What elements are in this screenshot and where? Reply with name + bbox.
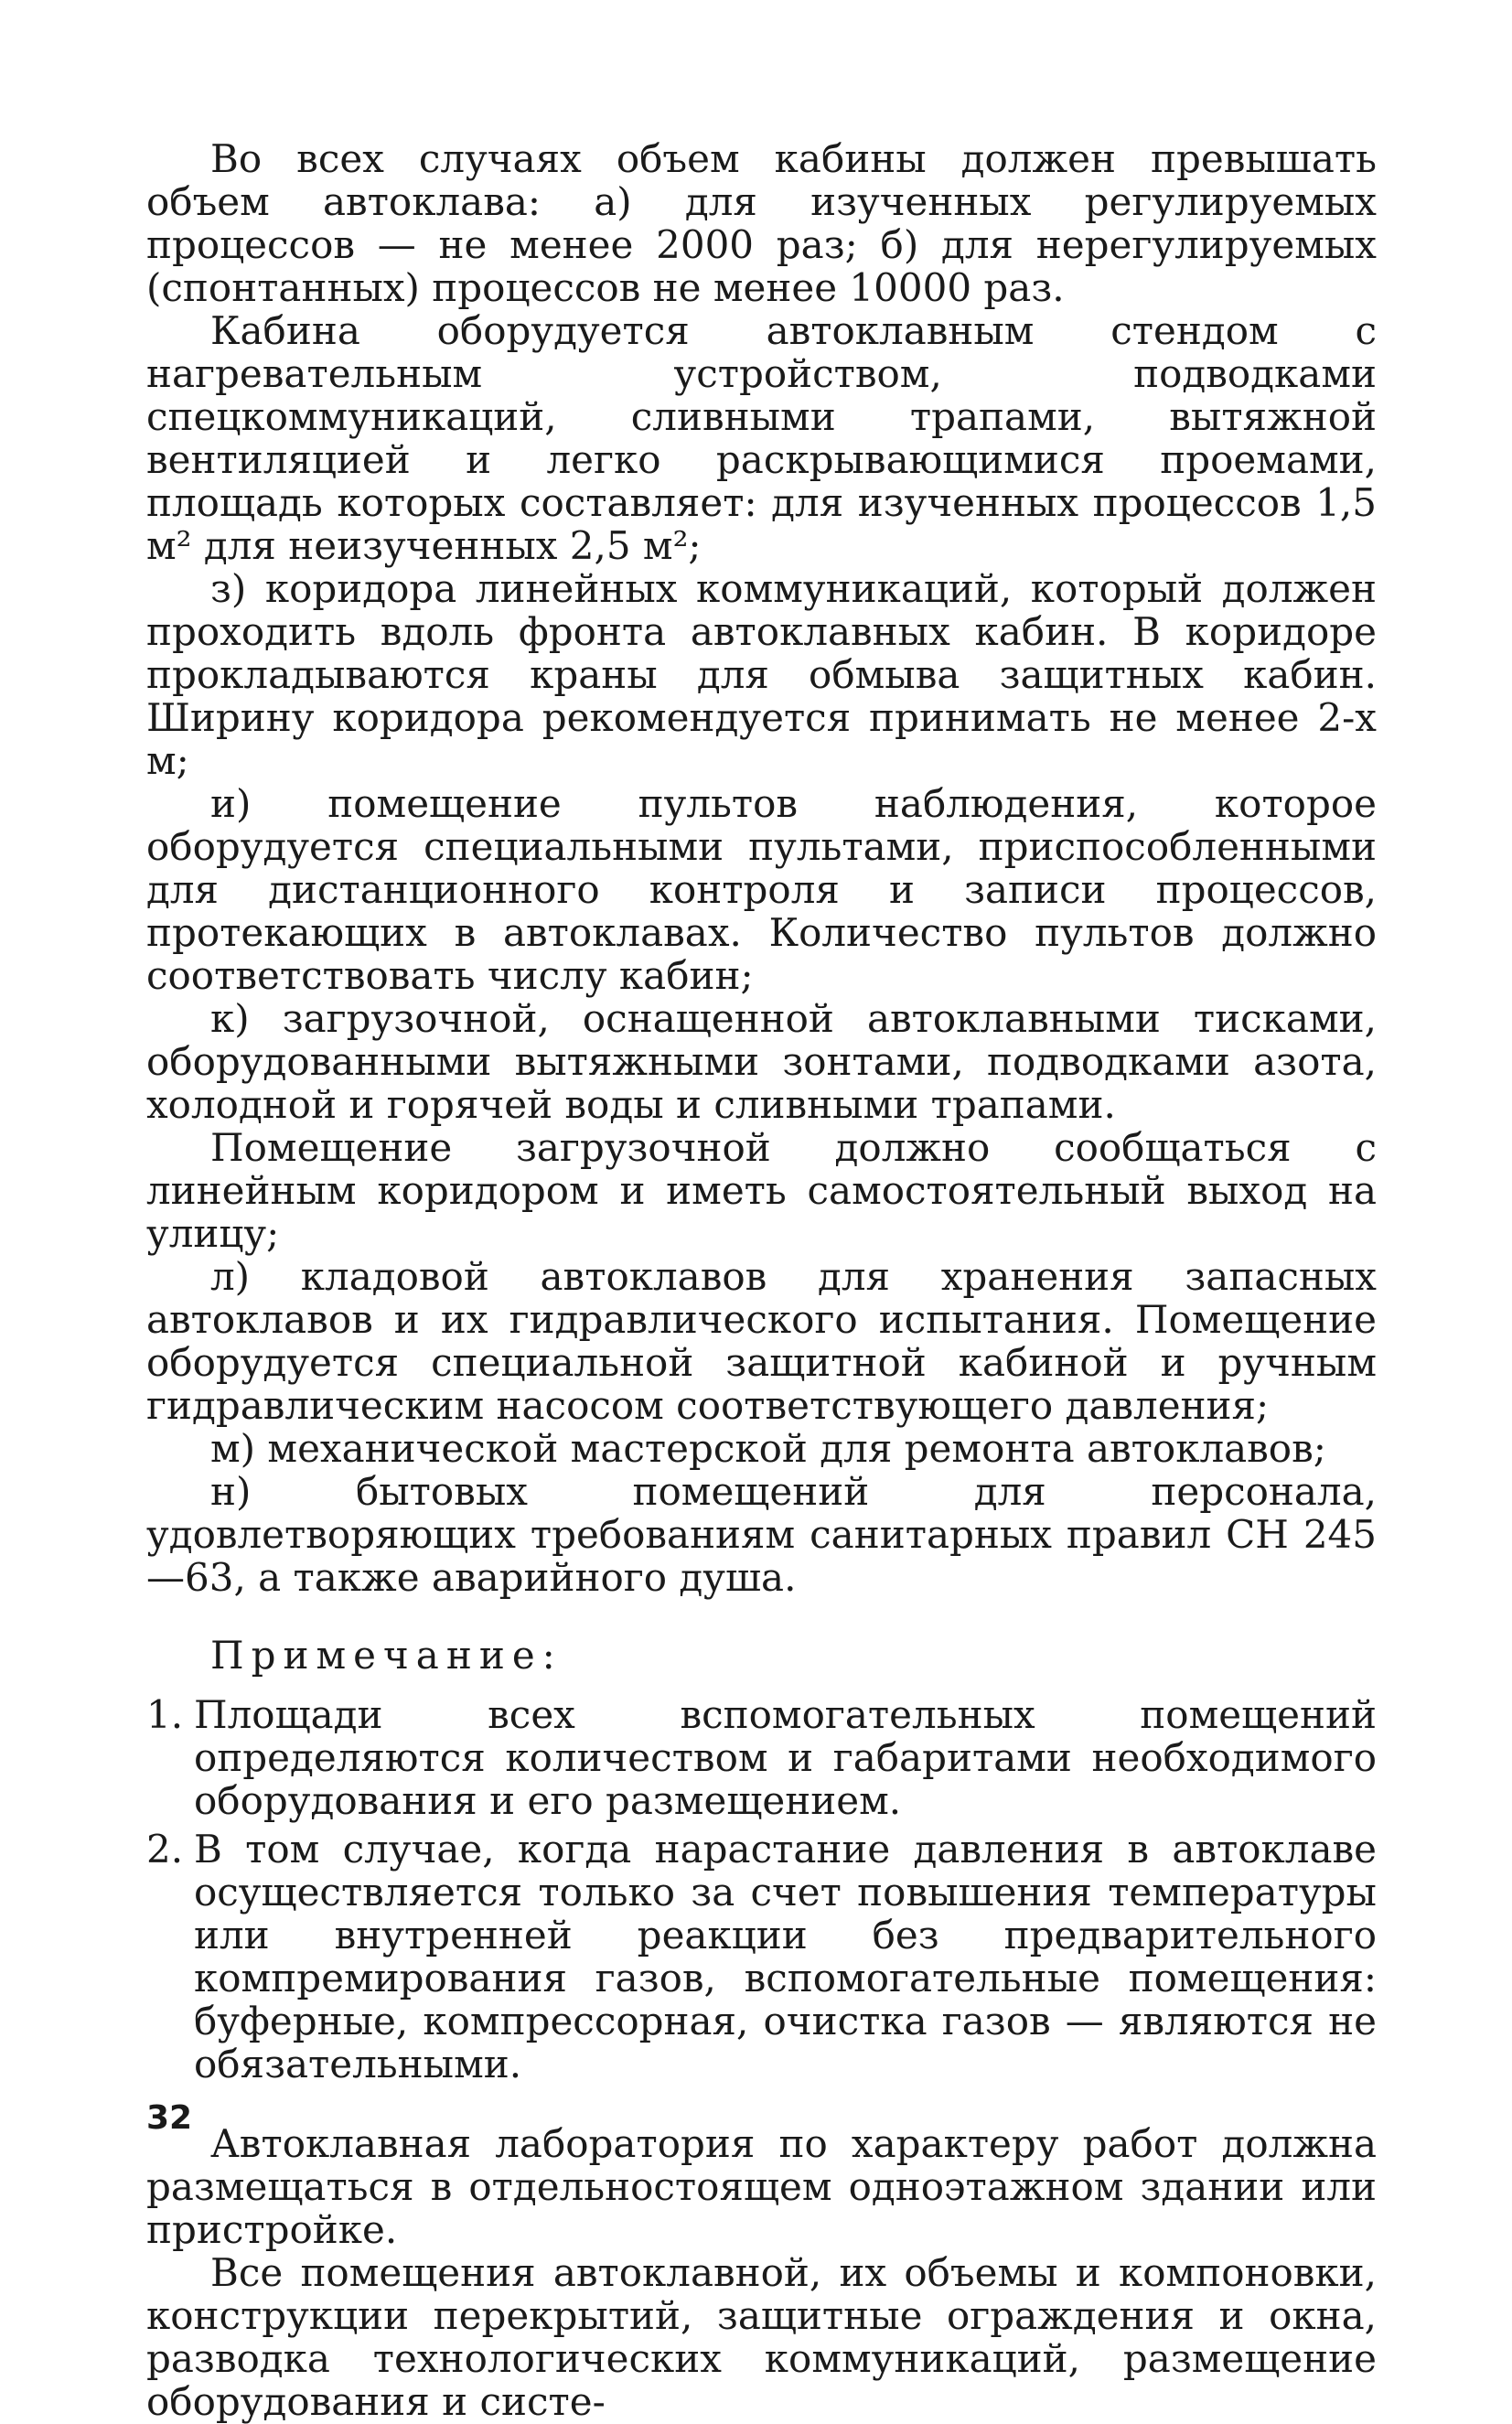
page-number: 32 [146,2099,193,2137]
paragraph-loading-room-access: Помещение загрузочной должно сообщаться с линейным коридором и иметь самостоятельный выход на улицу; [146,1125,1377,1256]
note-number: 1. [146,1692,184,1737]
note-heading: Примечание: [210,1633,563,1678]
paragraph-lab-building: Автоклавная лаборатория по характеру работ должна размещаться в отдельностоящем одноэтажном здании или пристройке. [146,2121,1377,2252]
page-content [146,137,1377,2423]
note-list [146,1693,1377,2086]
note-item [146,1828,1377,2086]
paragraph-item-l-storage: л) кладовой автоклавов для хранения запасных автоклавов и их гидравлического испытания. Помещение оборудуется специальной защитной кабиной и ручным гидравлическим насосом соответствующего давления; [146,1254,1377,1428]
paragraph-item-k-loading-room: к) загрузочной, оснащенной автоклавными тисками, оборудованными вытяжными зонтами, подводками азота, холодной и горячей воды и сливными трапами. [146,996,1377,1127]
note-text: Площади всех вспомогательных помещений определяются количеством и габаритами необходимого оборудования и его размещением. [194,1692,1377,1823]
note-item [146,1693,1377,1822]
spacer [146,2091,1377,2122]
paragraph-item-i-control-room: и) помещение пультов наблюдения, которое оборудуется специальными пультами, приспособленными для дистанционного контроля и записи процессов, протекающих в автоклавах. Количество пультов должно соответствовать числу кабин; [146,781,1377,998]
note-number: 2. [146,1827,184,1872]
paragraph-cabin-equipment: Кабина оборудуется автоклавным стендом с нагревательным устройством, подводками спецкоммуникаций, сливными трапами, вытяжной вентиляцией и легко раскрывающимися проемами, площадь которых составляет: для изученных процессов 1,5 м² для неизученных 2,5 м²; [146,308,1377,568]
paragraph-cabin-volume: Во всех случаях объем кабины должен превышать объем автоклава: а) для изученных регулируемых процессов — не менее 2000 раз; б) для нерегулируемых (спонтанных) процессов не менее 10000 раз. [146,136,1377,310]
paragraph-item-m-workshop: м) механической мастерской для ремонта автоклавов; [210,1426,1326,1471]
note-text: В том случае, когда нарастание давления в автоклаве осуществляется только за счет повышения температуры или внутренней реакции без предварительного компремирования газов, вспомогательные помещения: буферные, компрессорная, очистка газов — являются не обязательными. [194,1827,1377,2086]
paragraph-item-n-amenity-rooms: н) бытовых помещений для персонала, удовлетворяющих требованиям санитарных правил СН 245—63, а также аварийного душа. [146,1469,1377,1600]
paragraph-rooms-layout: Все помещения автоклавной, их объемы и компоновки, конструкции перекрытий, защитные ограждения и окна, разводка технологических коммуникаций, размещение оборудования и систе- [146,2250,1377,2424]
paragraph-item-z-corridor: з) коридора линейных коммуникаций, который должен проходить вдоль фронта автоклавных кабин. В коридоре прокладываются краны для обмыва защитных кабин. Ширину коридора рекомендуется принимать не менее 2-х м; [146,566,1377,783]
